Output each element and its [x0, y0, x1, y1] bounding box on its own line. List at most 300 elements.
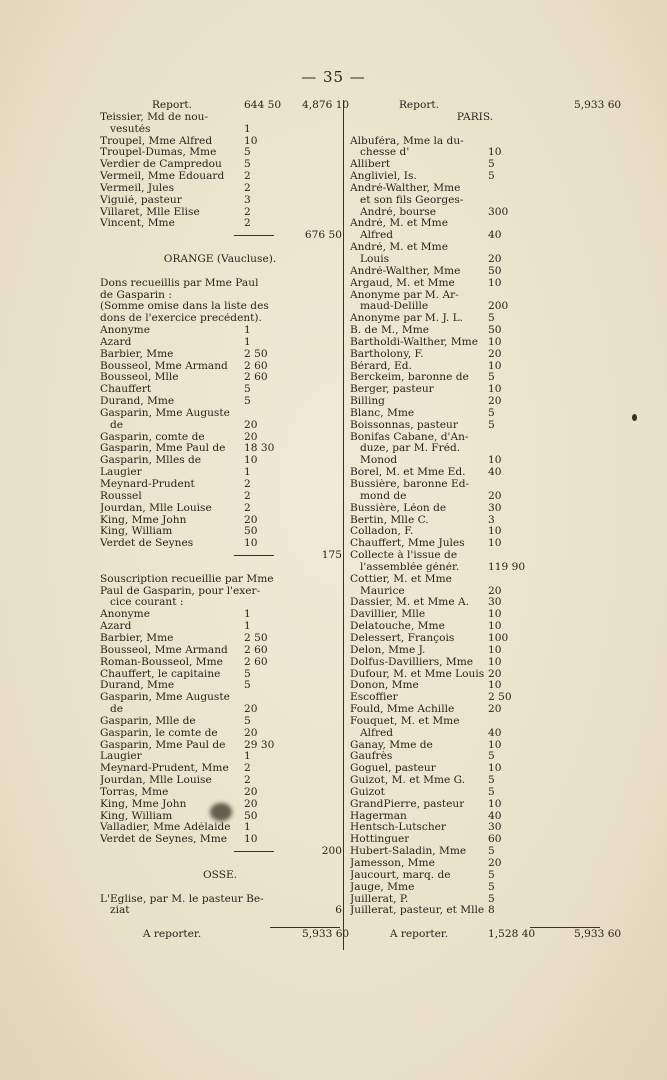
entry-amount: 20 [488, 857, 502, 869]
entry-name: Hubert-Saladin, Mme [350, 846, 467, 858]
list-item [350, 183, 600, 195]
entry-amount: 5 [244, 714, 251, 727]
reporter-rule [270, 927, 340, 928]
list-item [350, 479, 600, 491]
list-item [350, 562, 600, 574]
entry-name: Torras, Mme [100, 786, 169, 798]
list-item [350, 526, 600, 538]
list-item [100, 218, 340, 230]
entry-amount: 5 [488, 845, 495, 858]
list-item [350, 751, 600, 763]
list-item [100, 680, 340, 692]
entry-name: Bertin, Mlle C. [350, 514, 429, 526]
entry-amount: 5 [488, 892, 495, 905]
list-item [100, 526, 340, 538]
list-item [350, 574, 600, 586]
list-item [350, 455, 600, 467]
list-item [350, 894, 600, 906]
entry-name: Allibert [350, 159, 391, 171]
list-item [100, 633, 340, 645]
list-item [350, 882, 600, 894]
entry-name: Vermeil, Mme Edouard [100, 171, 225, 183]
entry-name: Jaucourt, marq. de [350, 869, 451, 881]
list-item [350, 313, 600, 325]
list-item [350, 384, 600, 396]
list-item [100, 361, 340, 373]
entry-amount: 1 [244, 750, 251, 763]
total-rule [234, 235, 274, 236]
entry-name: Billing [350, 396, 385, 408]
list-item [100, 740, 340, 752]
list-item [100, 550, 340, 562]
entry-name: Bussière, baronne Ed- [350, 479, 470, 490]
entry-name: Troupel, Mme Alfred [100, 135, 213, 147]
list-item [100, 136, 340, 148]
entry-name: Gasparin, Mme Auguste [100, 692, 230, 704]
list-item [350, 597, 600, 609]
entry-name: Bousseol, Mme Armand [100, 360, 228, 372]
list-item [350, 171, 600, 183]
entry-name: de [110, 704, 124, 716]
list-item [350, 775, 600, 787]
entry-name: Meynard-Prudent [100, 479, 195, 490]
entry-name: Chauffert, Mme Jules [350, 538, 465, 550]
list-item [350, 420, 600, 432]
entry-name: Angliviel, Is. [350, 171, 417, 183]
entry-name: Alfred [360, 727, 394, 739]
entry-name: ORANGE (Vaucluse). [163, 253, 277, 265]
entry-amount: 40 [488, 726, 502, 739]
entry-name: Boissonnas, pasteur [350, 419, 458, 431]
list-item [350, 408, 600, 420]
entry-amount: 20 [488, 703, 502, 716]
entry-name: Escoffier [350, 692, 398, 704]
column-divider [343, 100, 344, 950]
entry-name: Colladon, F. [350, 526, 414, 538]
list-item [350, 290, 600, 302]
entry-amount: 2 [244, 762, 251, 775]
entry-amount: 20 [244, 430, 258, 443]
list-item [350, 858, 600, 870]
entry-name: Dassier, M. et Mme A. [350, 597, 469, 609]
entry-name: Report. [151, 100, 193, 111]
entry-name: Viguié, pasteur [100, 194, 182, 206]
entry-amount: 20 [488, 489, 502, 502]
subtotal-amount: 676 50 [304, 229, 342, 242]
entry-name: Bartholony, F. [350, 348, 424, 360]
entry-amount: 5 [488, 868, 495, 881]
entry-name: Chauffert, le capitaine [100, 668, 221, 680]
list-item [100, 621, 340, 633]
entry-amount: 10 [488, 383, 502, 396]
entry-name: Durand, Mme [100, 396, 175, 408]
entry-name: PARIS. [456, 111, 494, 123]
entry-amount: 5 [488, 880, 495, 893]
list-item [350, 99, 622, 112]
entry-amount: 18 30 [244, 442, 275, 455]
list-item [350, 787, 600, 799]
entry-name: Blanc, Mme [350, 407, 415, 419]
entry-amount: 10 [488, 655, 502, 668]
entry-amount: 5 [488, 406, 495, 419]
entry-amount: 2 [244, 181, 251, 194]
entry-amount: 2 50 [244, 347, 268, 360]
entry-amount: 50 [488, 264, 502, 277]
list-item [350, 515, 600, 527]
list-item [350, 609, 600, 621]
list-item [350, 870, 600, 882]
list-item [100, 609, 340, 621]
entry-name: Verdet de Seynes, Mme [100, 834, 228, 846]
entry-amount: 10 [488, 335, 502, 348]
entry-name: L'Eglise, par M. le pasteur Be- [100, 893, 264, 905]
list-item [100, 266, 340, 278]
list-item [100, 183, 340, 195]
subtotal-amount: 5,933 60 [574, 99, 622, 111]
entry-name: Valladier, Mme Adélaide [100, 822, 231, 834]
entry-amount: 1 [244, 122, 251, 135]
entry-amount: 20 [244, 785, 258, 798]
entry-name: Villaret, Mlle Elise [100, 206, 200, 218]
entry-name: Albuféra, Mme la du- [350, 135, 464, 147]
entry-name: Gasparin, Mme Auguste [100, 407, 230, 419]
entry-name: Vermeil, Jules [100, 182, 175, 194]
entry-amount: 1,528 40 [488, 928, 536, 941]
entry-name: Louis [360, 253, 390, 265]
list-item [350, 928, 622, 941]
list-item [350, 905, 600, 917]
list-item [100, 349, 340, 361]
entry-amount: 10 [488, 643, 502, 656]
entry-name: Hentsch-Lutscher [350, 822, 447, 834]
entry-name: Verdier de Campredou [100, 159, 222, 171]
entry-amount: 2 50 [244, 631, 268, 644]
entry-name: Meynard-Prudent, Mme [100, 763, 229, 775]
list-item [100, 775, 340, 787]
entry-name: Jourdan, Mlle Louise [100, 502, 212, 514]
entry-amount: 20 [488, 395, 502, 408]
list-item [350, 124, 600, 136]
entry-amount: 2 60 [244, 371, 268, 384]
entry-name: Delessert, François [350, 632, 455, 644]
entry-name: GrandPierre, pasteur [350, 798, 465, 810]
list-item [100, 763, 340, 775]
entry-amount: 3 [488, 513, 495, 526]
list-item [100, 846, 340, 858]
entry-name: l'assemblée génér. [360, 561, 460, 573]
list-item [350, 550, 600, 562]
list-item [100, 669, 340, 681]
list-item [100, 657, 340, 669]
entry-amount: 10 [488, 797, 502, 810]
list-item [350, 337, 600, 349]
list-item [350, 491, 600, 503]
entry-amount: 5 [488, 785, 495, 798]
list-item [350, 278, 600, 290]
list-item [100, 787, 340, 799]
entry-amount: 1 [244, 821, 251, 834]
entry-amount: 10 [488, 525, 502, 538]
entry-name: Delon, Mme J. [350, 644, 426, 656]
entry-name: Bonifas Cabane, d'An- [350, 431, 469, 443]
entry-amount: 40 [488, 229, 502, 242]
list-item [100, 207, 340, 219]
entry-amount: 60 [488, 833, 502, 846]
list-item [350, 716, 600, 728]
list-item [100, 467, 340, 479]
entry-name: Azard [100, 621, 132, 633]
list-item [100, 704, 340, 716]
list-item [100, 870, 340, 882]
list-item [100, 195, 340, 207]
entry-name: André-Walther, Mme [350, 265, 461, 277]
entry-amount: 119 90 [488, 560, 526, 573]
entry-amount: 10 [488, 762, 502, 775]
list-item [100, 491, 340, 503]
list-item [350, 728, 600, 740]
entry-amount: 5 [488, 750, 495, 763]
entry-amount: 5 [488, 170, 495, 183]
entry-amount: 200 [488, 300, 509, 313]
list-item [350, 846, 600, 858]
list-item [350, 799, 600, 811]
entry-name: Roman-Bousseol, Mme [100, 656, 223, 668]
list-item [100, 396, 340, 408]
entry-name: King, Mme John [100, 798, 187, 810]
list-item [350, 301, 600, 313]
list-item [350, 432, 600, 444]
entry-amount: 10 [244, 833, 258, 846]
entry-name: maud-Delille [360, 301, 429, 313]
entry-amount: 10 [488, 276, 502, 289]
entry-name: cice courant : [110, 597, 184, 609]
list-item [350, 147, 600, 159]
subtotal-amount: 200 [321, 845, 342, 858]
reporter-rule [530, 927, 600, 928]
entry-amount: 5 [488, 158, 495, 171]
entry-name: Argaud, M. et Mme [350, 277, 455, 289]
entry-name: Bartholdi-Walther, Mme [350, 336, 478, 348]
entry-name: chesse d' [360, 147, 410, 159]
entry-amount: 20 [488, 667, 502, 680]
entry-amount: 29 30 [244, 738, 275, 751]
entry-name: Durand, Mme [100, 680, 175, 692]
entry-amount: 5 [488, 774, 495, 787]
list-item [100, 586, 340, 598]
entry-name: Bussière, Léon de [350, 502, 447, 514]
entry-name: Report. [398, 100, 440, 111]
list-item [350, 669, 600, 681]
entry-name: ziat [110, 905, 130, 917]
entry-amount: 2 [244, 205, 251, 218]
entry-name: Dolfus-Davilliers, Mme [350, 656, 474, 668]
entry-name: Davillier, Mlle [350, 609, 426, 621]
list-item [100, 230, 340, 242]
entry-name: de Gasparin : [100, 289, 172, 301]
list-item [100, 645, 340, 657]
list-item [100, 443, 340, 455]
entry-amount: 10 [488, 359, 502, 372]
entry-amount: 10 [488, 608, 502, 621]
list-item [350, 834, 600, 846]
entry-name: Gasparin, le comte de [100, 727, 218, 739]
entry-amount: 2 [244, 478, 251, 490]
list-item [350, 740, 600, 752]
entry-amount: 100 [488, 631, 509, 644]
entry-name: Troupel-Dumas, Mme [100, 147, 217, 159]
list-item [350, 811, 600, 823]
entry-name: Bérard, Ed. [350, 360, 412, 372]
list-item [100, 716, 340, 728]
list-item [350, 680, 600, 692]
entry-name: Guizot, M. et Mme G. [350, 775, 466, 787]
list-item [350, 704, 600, 716]
entry-amount: 300 [488, 205, 509, 218]
list-item [350, 586, 600, 598]
entry-amount: 30 [488, 596, 502, 609]
list-item [350, 633, 600, 645]
entry-amount: 3 [244, 193, 251, 206]
list-item [100, 858, 340, 870]
entry-name: Guizot [350, 786, 385, 798]
total-rule [234, 851, 274, 852]
entry-name: André, bourse [360, 206, 437, 218]
list-item [100, 834, 340, 846]
entry-amount: 50 [244, 809, 258, 822]
list-item [100, 124, 340, 136]
subtotal-amount: 5,933 60 [302, 928, 350, 941]
entry-amount: 10 [488, 454, 502, 467]
entry-name: Juillerat, pasteur, et Mlle [350, 905, 485, 917]
entry-name: André-Walther, Mme [350, 182, 461, 194]
entry-name: vesutés [110, 123, 151, 135]
entry-name: Hagerman [350, 810, 407, 822]
list-item [100, 171, 340, 183]
list-item [350, 621, 600, 633]
list-item [100, 479, 340, 491]
entry-name: Dons recueillis par Mme Paul [100, 277, 259, 289]
entry-amount: 5 [244, 667, 251, 680]
entry-amount: 5 [244, 383, 251, 396]
list-item [100, 313, 340, 325]
list-item [100, 384, 340, 396]
list-item [100, 325, 340, 337]
entry-name: Jourdan, Mlle Louise [100, 775, 212, 787]
entry-amount: 20 [244, 513, 258, 526]
entry-name: Fould, Mme Achille [350, 704, 455, 716]
entry-name: mond de [360, 490, 407, 502]
entry-name: Bousseol, Mlle [100, 372, 179, 384]
list-item [350, 657, 600, 669]
entry-amount: 40 [488, 466, 502, 479]
list-item [350, 266, 600, 278]
entry-name: André, M. et Mme [350, 218, 448, 230]
entry-name: Laugier [100, 751, 142, 763]
entry-name: Anonyme [100, 325, 150, 337]
list-item [100, 503, 340, 515]
list-item [100, 538, 340, 550]
entry-name: Azard [100, 336, 132, 348]
entry-name: Gasparin, Mlles de [100, 455, 202, 467]
entry-amount: 20 [244, 797, 258, 810]
entry-name: Laugier [100, 467, 142, 479]
entry-amount: 20 [244, 726, 258, 739]
list-item [350, 822, 600, 834]
list-item [350, 692, 600, 704]
list-item [100, 515, 340, 527]
entry-amount: 2 60 [244, 359, 268, 372]
entry-amount: 10 [244, 134, 258, 147]
entry-name: Maurice [360, 585, 405, 597]
entry-amount: 10 [244, 454, 258, 467]
entry-name: Jamesson, Mme [350, 858, 435, 869]
subtotal-amount: 5,933 60 [574, 928, 622, 941]
entry-name: Verdet de Seynes [100, 538, 194, 550]
entry-amount: 40 [488, 809, 502, 822]
entry-name: Jauge, Mme [350, 881, 415, 893]
entry-name: Gasparin, Mme Paul de [100, 739, 226, 751]
entry-name: Gasparin, Mlle de [100, 715, 196, 727]
entry-amount: 1 [244, 466, 251, 479]
list-item [100, 408, 340, 420]
total-rule [234, 555, 274, 556]
list-item [100, 337, 340, 349]
entry-amount: 5 [488, 418, 495, 431]
entry-name: King, William [100, 810, 173, 822]
entry-name: Paul de Gasparin, pour l'exer- [100, 585, 261, 597]
entry-amount: 5 [244, 146, 251, 159]
list-item [100, 112, 340, 124]
list-item [350, 645, 600, 657]
entry-name: Borel, M. et Mme Ed. [350, 467, 466, 479]
entry-amount: 10 [244, 537, 258, 550]
list-item [100, 728, 340, 740]
entry-name: Anonyme [100, 609, 150, 621]
entry-amount: 5 [244, 679, 251, 692]
entry-name: Hottinguer [350, 834, 410, 846]
list-item [350, 763, 600, 775]
entry-amount: 2 60 [244, 655, 268, 668]
ink-speck [632, 414, 637, 421]
list-item [100, 882, 340, 894]
entry-amount: 30 [488, 821, 502, 834]
entry-amount: 50 [488, 324, 502, 337]
entry-name: Anonyme par M. J. L. [350, 313, 464, 325]
entry-amount: 644 50 [244, 99, 282, 111]
entry-name: de [110, 419, 124, 431]
list-item [350, 242, 600, 254]
entry-amount: 10 [488, 620, 502, 633]
entry-name: Alfred [360, 230, 394, 242]
entry-name: Ganay, Mme de [350, 739, 433, 751]
entry-name: A reporter. [142, 929, 202, 941]
list-item [100, 99, 350, 112]
entry-name: Chauffert [100, 384, 152, 396]
list-item [100, 290, 340, 302]
entry-amount: 1 [244, 335, 251, 348]
entry-name: Anonyme par M. Ar- [350, 289, 459, 301]
list-item [350, 136, 600, 148]
entry-name: King, Mme John [100, 514, 187, 526]
list-item [100, 242, 340, 254]
list-item [100, 254, 340, 266]
list-item [100, 905, 340, 917]
entry-name: Gasparin, comte de [100, 431, 205, 443]
list-item [350, 538, 600, 550]
list-item [100, 562, 340, 574]
entry-name: OSSE. [202, 869, 238, 881]
list-item [350, 112, 600, 124]
